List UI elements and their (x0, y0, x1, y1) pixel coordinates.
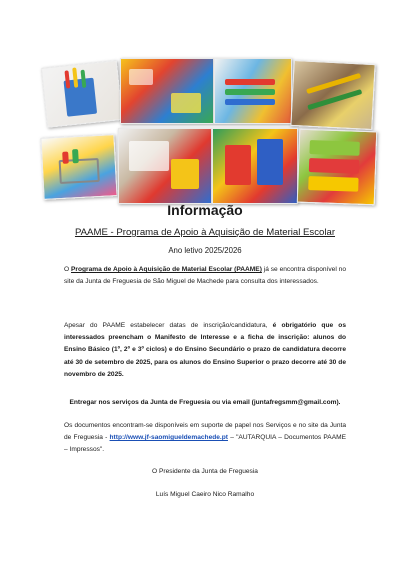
paragraph-intro (64, 264, 346, 288)
notebooks-photo (297, 129, 378, 206)
stationery-photo (118, 128, 212, 204)
crayons-photo (214, 58, 292, 124)
para4-text-start: Os documentos encontram-se disponíveis em suporte de papel nos Serviços e no site da Junta de Freguesia - (64, 422, 346, 442)
signature-role: O Presidente da Junta de Freguesia (152, 468, 258, 475)
document-subtitle: PAAME - Programa de Apoio à Aquisição de Material Escolar (74, 227, 336, 238)
school-tools-photo (212, 128, 298, 204)
pencil-cup-photo (41, 60, 123, 128)
website-link[interactable]: http://www.jf-saomigueldemachede.pt (109, 434, 228, 442)
para2-deadlines-bold: é obrigatório que os interessados preencham o Manifesto de Interesse e a ficha de inscrição: alunos do Ensino Básico (1º, 2º e 3º ciclos) e do Ensino Secundário o prazo de candidatura decorre até 30 de setembro de 2025, para os alunos do Ensino Superior o prazo decorre até 30 de novembro de 2025. (64, 322, 346, 378)
school-supplies-collage (38, 58, 376, 206)
school-year: Ano letivo 2025/2026 (168, 246, 242, 255)
para2-text-start: Apesar do PAAME estabelecer datas de inscrição/candidatura, (64, 322, 273, 329)
para1-text-start: O (64, 266, 71, 273)
para1-text-end: já se encontra disponível no site da Junta de Freguesia de São Miguel de Machede para consulta dos interessados. (64, 266, 346, 286)
shopping-cart-photo (40, 134, 117, 200)
colored-supplies-photo (120, 58, 214, 124)
para4-text-end: – "AUTARQUIA – Documentos PAAME – Impressos". (64, 434, 346, 454)
signature-name: Luís Miguel Caeiro Nico Ramalho (155, 491, 255, 498)
program-name: Programa de Apoio à Aquisição de Material Escolar (PAAME) (71, 266, 262, 273)
pencils-table-photo (290, 60, 375, 130)
paragraph-deadlines (64, 320, 346, 381)
document-title: Informação (167, 202, 243, 218)
paragraph-documents (64, 420, 346, 457)
paragraph-delivery: Entregar nos serviços da Junta de Freguesia ou via email (juntafregsmm@gmail.com). (69, 399, 341, 406)
